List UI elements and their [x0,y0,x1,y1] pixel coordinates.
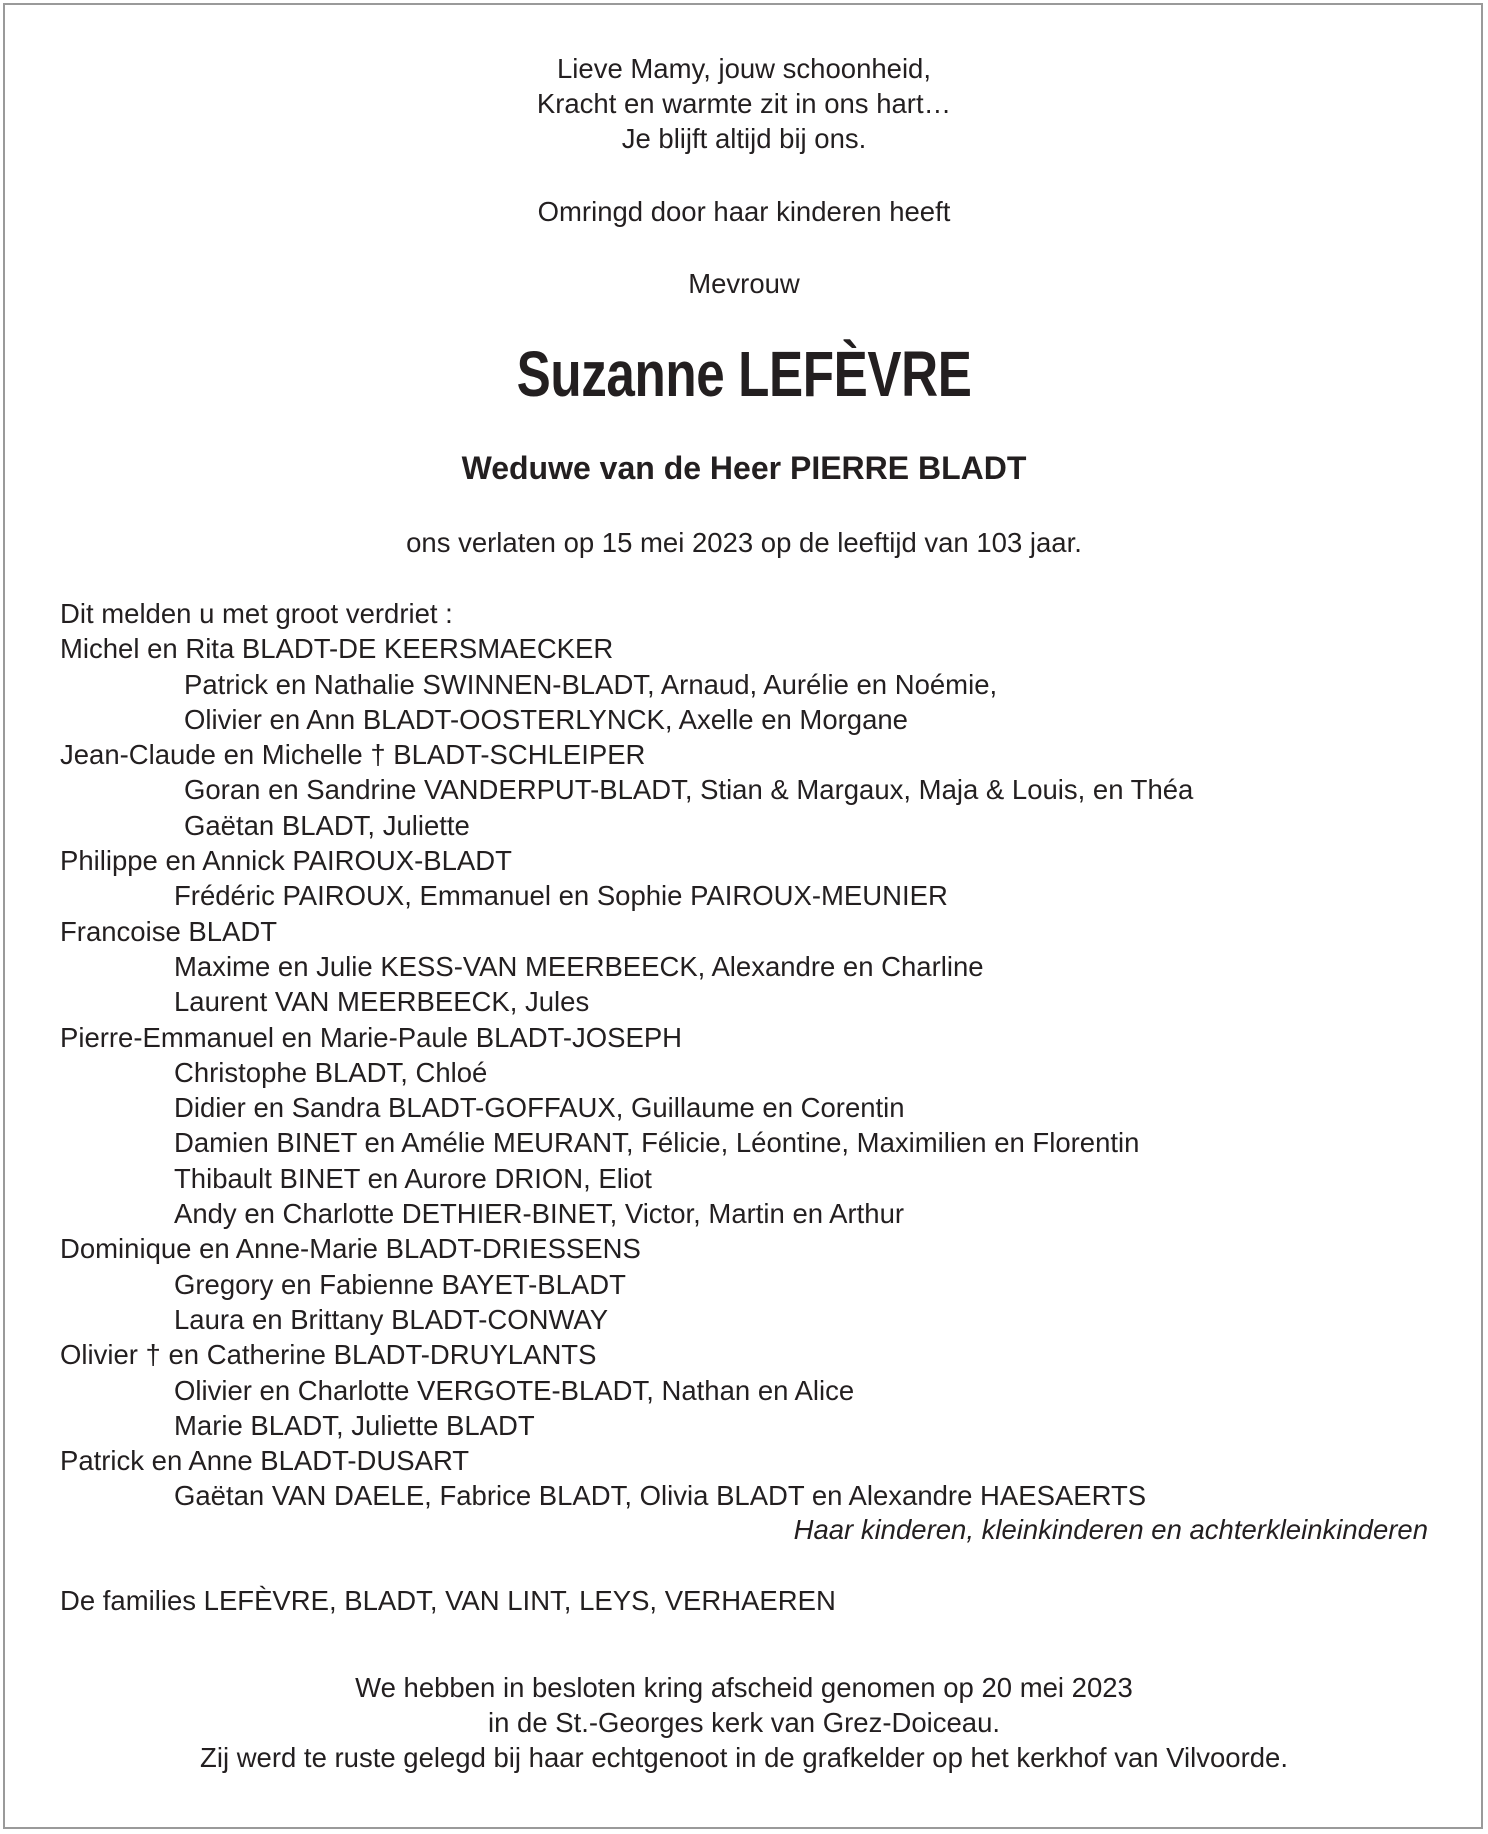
family-line-grandchild: Gaëtan VAN DAELE, Fabrice BLADT, Olivia BLADT en Alexandre HAESAERTS [174,1480,1147,1512]
family-line-child: Philippe en Annick PAIROUX-BLADT [60,845,512,877]
family-line-grandchild: Gaëtan BLADT, Juliette [184,809,470,841]
family-line-grandchild: Patrick en Nathalie SWINNEN-BLADT, Arnaud, Aurélie en Noémie, [184,668,998,700]
family-lines [60,631,1440,1513]
extended-families: De families LEFÈVRE, BLADT, VAN LINT, LEYS, VERHAEREN [60,1585,836,1616]
deceased-name: Suzanne LEFÈVRE [516,338,972,410]
family-line-child: Jean-Claude en Michelle † BLADT-SCHLEIPER [60,739,646,771]
title-word: Mevrouw [688,268,800,299]
family-line-child: Olivier † en Catherine BLADT-DRUYLANTS [60,1339,597,1371]
farewell-line: We hebben in besloten kring afscheid genomen op 20 mei 2023 [355,1672,1133,1703]
family-line-grandchild: Andy en Charlotte DETHIER-BINET, Victor, Martin en Arthur [174,1198,905,1230]
poem-line: Je blijft altijd bij ons. [621,123,867,154]
death-notice: ons verlaten op 15 mei 2023 op de leeftijd van 103 jaar. [406,527,1082,558]
family-line-grandchild: Laurent VAN MEERBEECK, Jules [174,986,590,1018]
family-line-grandchild: Gregory en Fabienne BAYET-BLADT [174,1268,626,1300]
family-line-grandchild: Frédéric PAIROUX, Emmanuel en Sophie PAIROUX-MEUNIER [174,880,948,912]
farewell-line: in de St.-Georges kerk van Grez-Doiceau. [487,1707,1001,1738]
signature: Haar kinderen, kleinkinderen en achterkleinkinderen [793,1514,1428,1545]
family-line-child: Francoise BLADT [60,915,278,947]
family-line-child: Pierre-Emmanuel en Marie-Paule BLADT-JOSEPH [60,1021,683,1053]
family-line-child: Michel en Rita BLADT-DE KEERSMAECKER [60,633,614,665]
family-line-grandchild: Olivier en Ann BLADT-OOSTERLYNCK, Axelle en Morgane [184,703,908,735]
family-list [60,596,1440,1514]
family-line-grandchild: Laura en Brittany BLADT-CONWAY [174,1303,609,1335]
farewell [0,1670,1488,1775]
poem [0,51,1488,156]
family-line-child: Patrick en Anne BLADT-DUSART [60,1445,470,1477]
announcement: Dit melden u met groot verdriet : [60,598,453,629]
family-line-grandchild: Thibault BINET en Aurore DRION, Eliot [174,1162,652,1194]
family-line-grandchild: Damien BINET en Amélie MEURANT, Félicie, Léontine, Maximilien en Florentin [174,1127,1140,1159]
family-line-grandchild: Maxime en Julie KESS-VAN MEERBEECK, Alexandre en Charline [174,950,984,982]
family-line-grandchild: Marie BLADT, Juliette BLADT [174,1409,535,1441]
poem-line: Lieve Mamy, jouw schoonheid, [557,53,931,84]
family-line-grandchild: Olivier en Charlotte VERGOTE-BLADT, Nathan en Alice [174,1374,855,1406]
widow-of: Weduwe van de Heer PIERRE BLADT [461,450,1027,486]
poem-line: Kracht en warmte zit in ons hart… [536,88,952,119]
family-line-child: Dominique en Anne-Marie BLADT-DRIESSENS [60,1233,641,1265]
farewell-line: Zij werd te ruste gelegd bij haar echtgenoot in de grafkelder op het kerkhof van Vilvoorde. [200,1742,1288,1773]
family-line-grandchild: Goran en Sandrine VANDERPUT-BLADT, Stian & Margaux, Maja & Louis, en Théa [184,774,1194,806]
family-line-grandchild: Christophe BLADT, Chloé [174,1056,488,1088]
family-line-grandchild: Didier en Sandra BLADT-GOFFAUX, Guillaume en Corentin [174,1092,905,1124]
intro-text: Omringd door haar kinderen heeft [537,196,951,227]
